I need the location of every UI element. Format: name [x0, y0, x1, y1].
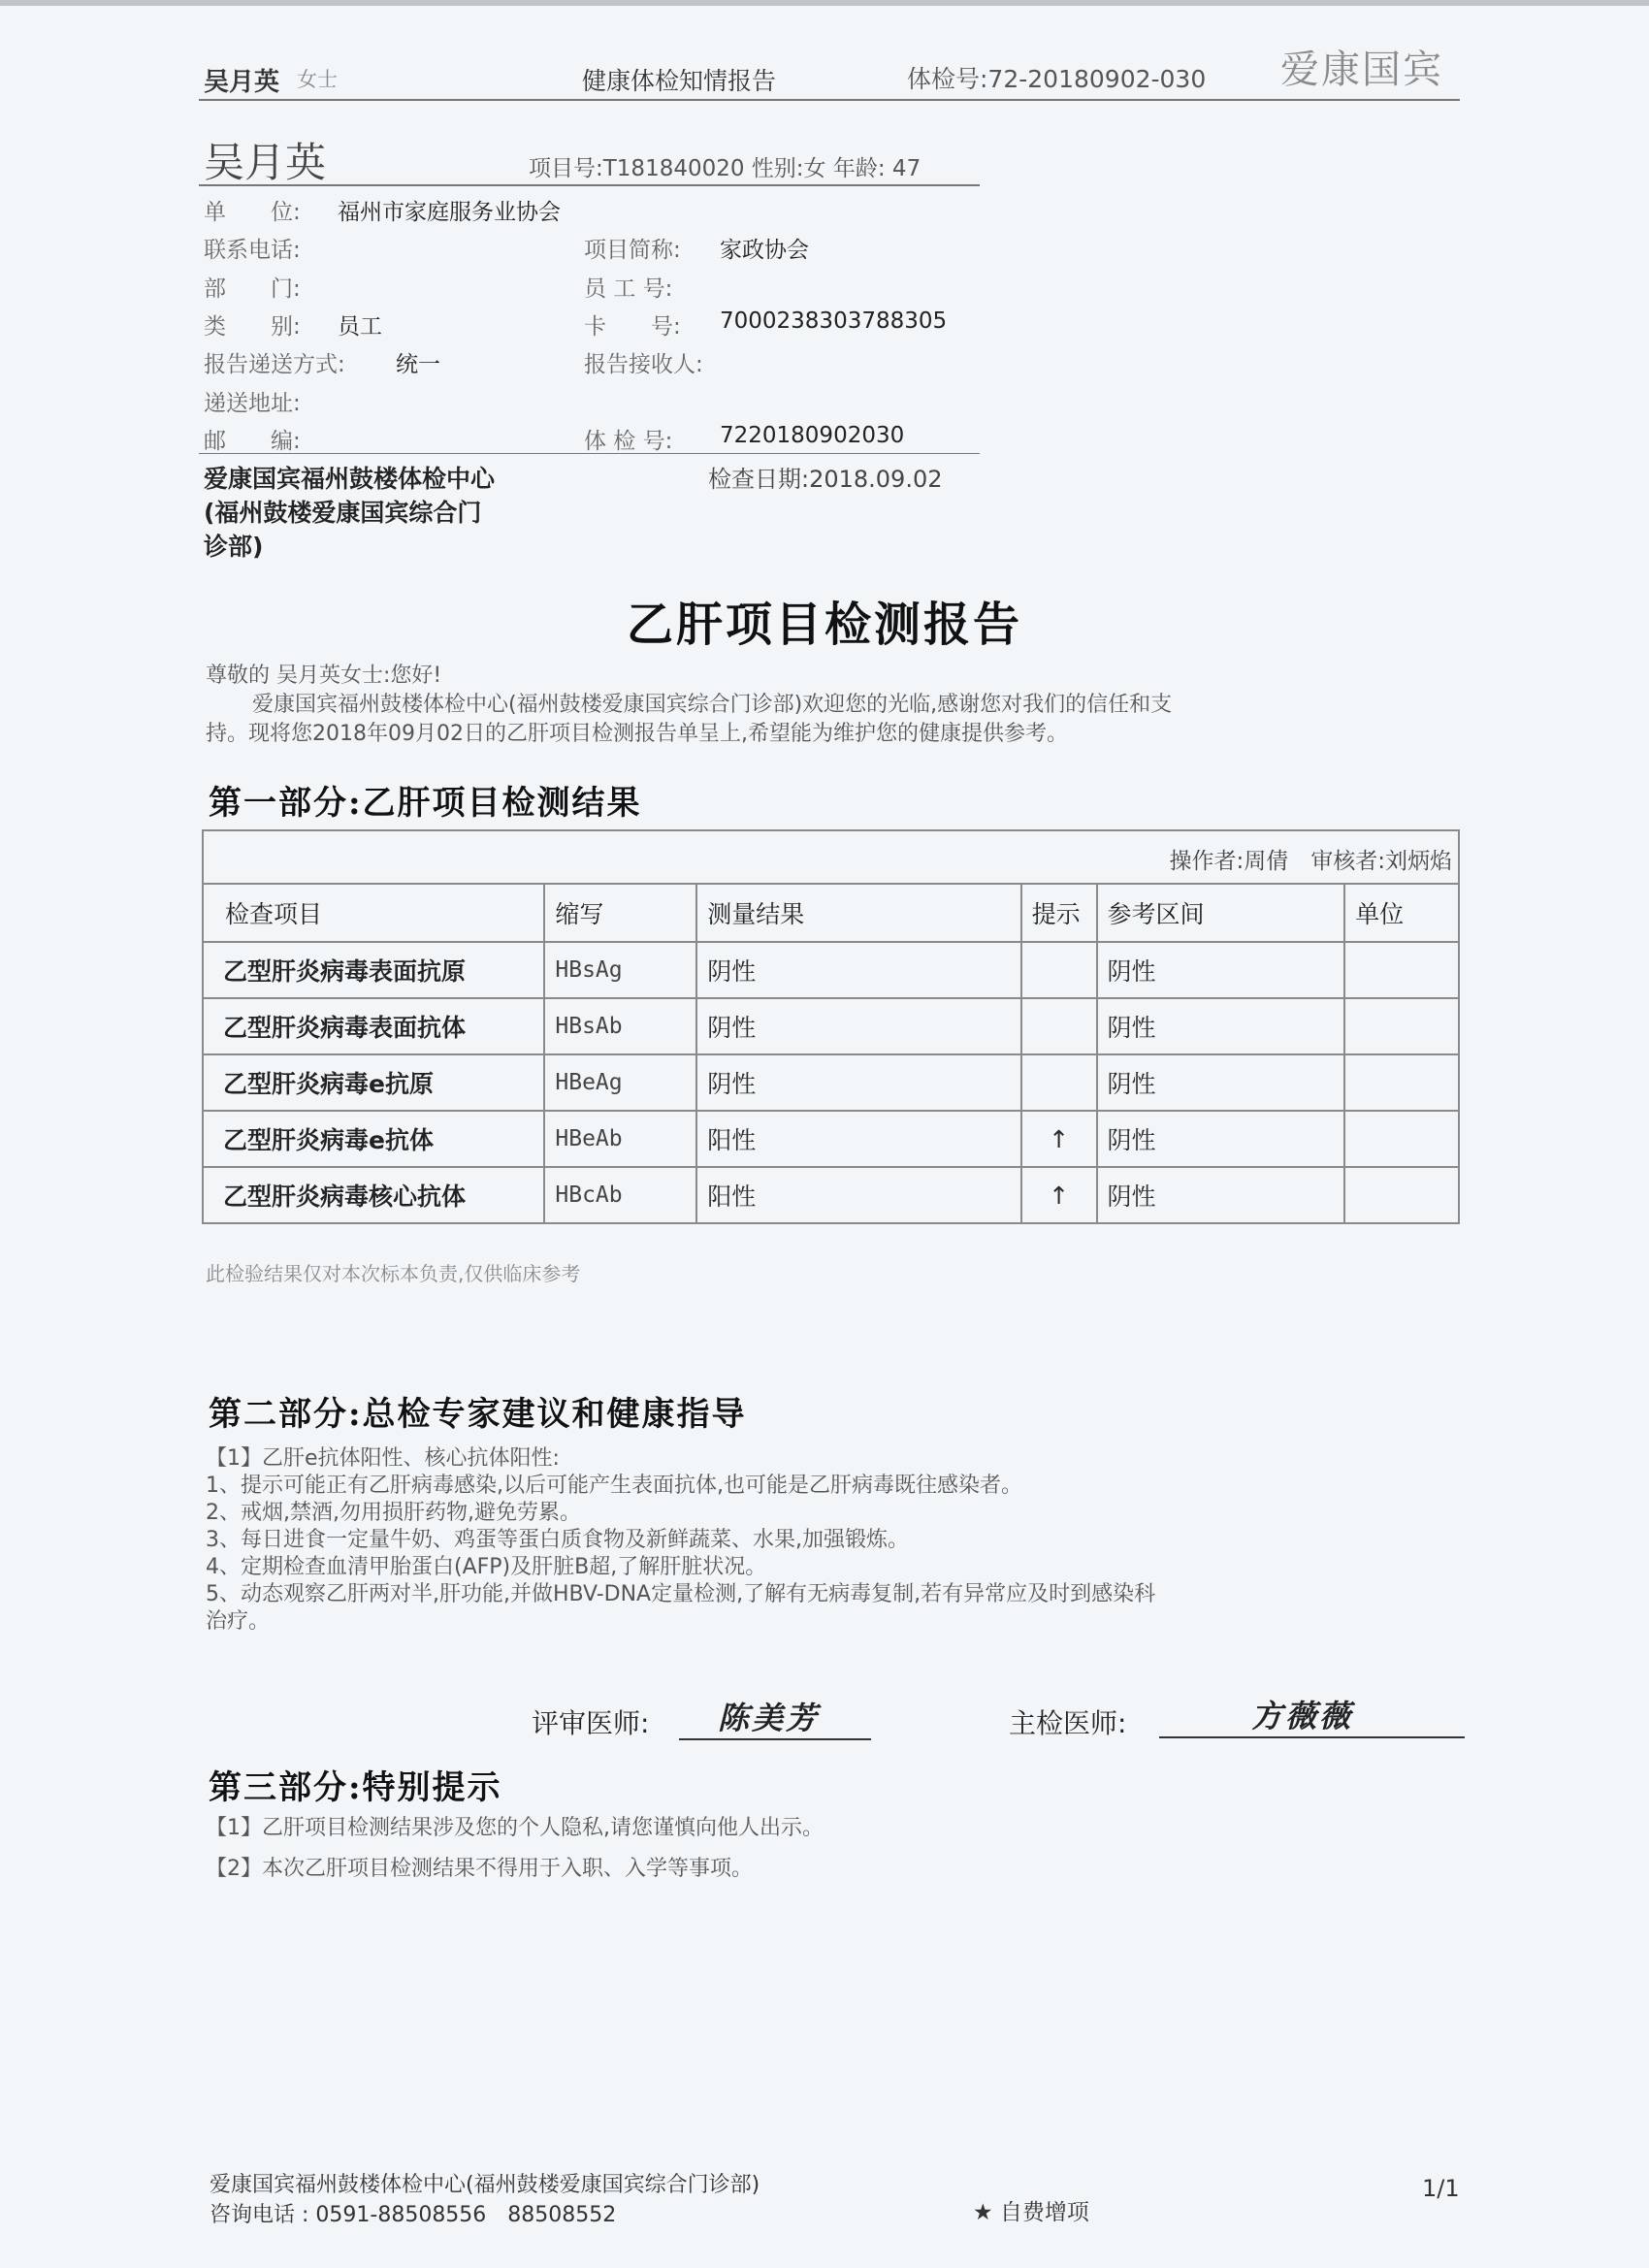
row-ref: 阴性 — [1097, 942, 1345, 998]
row-ref: 阴性 — [1097, 1054, 1345, 1111]
section3-title: 第三部分:特别提示 — [209, 1768, 502, 1807]
category-value: 员工 — [338, 314, 382, 340]
col-abbr: 缩写 — [544, 884, 696, 942]
chief-label: 主检医师: — [1009, 1707, 1127, 1739]
row-ref: 阴性 — [1097, 1111, 1345, 1167]
header-name: 吴月英 — [204, 68, 280, 97]
row-name: 乙型肝炎病毒表面抗原 — [203, 942, 544, 998]
col-unit: 单位 — [1344, 884, 1459, 942]
exam-no-label: 体 检 号: — [584, 429, 673, 454]
advice-line: 治疗。 — [206, 1609, 271, 1634]
center-line2: (福州鼓楼爱康国宾综合门 — [204, 499, 482, 527]
table-header-row — [203, 884, 1459, 942]
row-ref: 阴性 — [1097, 998, 1345, 1054]
footer-phone: 咨询电话 : 0591-88508556 88508552 — [210, 2203, 617, 2227]
header-salutation: 女士 — [297, 68, 338, 91]
patient-divider — [199, 184, 980, 186]
header-divider — [199, 99, 1460, 101]
row-result: 阴性 — [696, 1054, 1020, 1111]
zip-label: 邮 编: — [204, 429, 301, 454]
center-line3: 诊部) — [204, 533, 264, 561]
row-abbr: HBcAb — [544, 1167, 696, 1223]
row-result: 阳性 — [696, 1167, 1020, 1223]
header-report-title: 健康体检知情报告 — [582, 67, 777, 95]
scan-edge — [0, 0, 1649, 6]
project-short-value: 家政协会 — [720, 238, 809, 263]
card-label: 卡 号: — [584, 314, 681, 340]
project-line: 项目号:T181840020 性别:女 年龄: 47 — [529, 156, 922, 181]
address-label: 递送地址: — [204, 391, 301, 416]
brand-logo: 爱康国宾 — [1280, 48, 1443, 92]
phone-label: 联系电话: — [204, 238, 301, 263]
delivery-label: 报告递送方式: — [204, 352, 345, 377]
report-title: 乙肝项目检测报告 — [626, 598, 1022, 652]
table-row — [203, 998, 1459, 1054]
card-value: 7000238303788305 — [720, 308, 948, 334]
table-row — [203, 1167, 1459, 1223]
category-label: 类 别: — [204, 314, 301, 340]
row-ref: 阴性 — [1097, 1167, 1345, 1223]
row-result: 阴性 — [696, 942, 1020, 998]
row-name: 乙型肝炎病毒e抗体 — [203, 1111, 544, 1167]
row-result: 阴性 — [696, 998, 1020, 1054]
advice-line: 【1】乙肝e抗体阳性、核心抗体阳性: — [206, 1446, 560, 1471]
row-abbr: HBsAg — [544, 942, 696, 998]
greeting-line3: 持。现将您2018年09月02日的乙肝项目检测报告单呈上,希望能为维护您的健康提供参考。 — [206, 722, 1068, 746]
unit-value: 福州市家庭服务业协会 — [338, 200, 561, 225]
advice-line: 5、动态观察乙肝两对半,肝功能,并做HBV-DNA定量检测,了解有无病毒复制,若有异常应及时到感染科 — [206, 1582, 1156, 1606]
row-hint-up-arrow-icon: ↑ — [1021, 1111, 1097, 1167]
patient-name-large: 吴月英 — [204, 139, 327, 186]
unit-label: 单 位: — [204, 200, 301, 225]
row-unit — [1344, 998, 1459, 1054]
row-name: 乙型肝炎病毒e抗原 — [203, 1054, 544, 1111]
results-table — [202, 883, 1460, 1224]
reviewer-signature-line — [679, 1738, 871, 1740]
row-abbr: HBeAb — [544, 1111, 696, 1167]
chief-signature: 方薇薇 — [1251, 1698, 1354, 1734]
delivery-value: 统一 — [396, 352, 440, 377]
row-unit — [1344, 1054, 1459, 1111]
row-abbr: HBeAg — [544, 1054, 696, 1111]
reviewer-signature: 陈美芳 — [718, 1700, 821, 1736]
footer-page-number: 1/1 — [1422, 2175, 1460, 2202]
col-item: 检查项目 — [203, 884, 544, 942]
row-hint — [1021, 1054, 1097, 1111]
row-name: 乙型肝炎病毒表面抗体 — [203, 998, 544, 1054]
row-hint-up-arrow-icon: ↑ — [1021, 1167, 1097, 1223]
notice-line: 【2】本次乙肝项目检测结果不得用于入职、入学等事项。 — [206, 1857, 753, 1881]
row-unit — [1344, 942, 1459, 998]
advice-line: 4、定期检查血清甲胎蛋白(AFP)及肝脏B超,了解肝脏状况。 — [206, 1555, 767, 1579]
operators-text: 操作者:周倩 审核者:刘炳焰 — [1169, 849, 1452, 874]
table-row — [203, 1054, 1459, 1111]
notice-line: 【1】乙肝项目检测结果涉及您的个人隐私,请您谨慎向他人出示。 — [206, 1816, 824, 1840]
receiver-label: 报告接收人: — [584, 352, 703, 377]
operators-box — [202, 829, 1460, 885]
advice-line: 2、戒烟,禁酒,勿用损肝药物,避免劳累。 — [206, 1501, 581, 1525]
col-result: 测量结果 — [696, 884, 1020, 942]
advice-line: 1、提示可能正有乙肝病毒感染,以后可能产生表面抗体,也可能是乙肝病毒既往感染者。 — [206, 1474, 1022, 1498]
greeting-line1: 尊敬的 吴月英女士:您好! — [206, 664, 442, 688]
chief-signature-line — [1159, 1736, 1465, 1738]
center-line1: 爱康国宾福州鼓楼体检中心 — [204, 465, 496, 493]
col-ref: 参考区间 — [1097, 884, 1345, 942]
exam-no-value: 7220180902030 — [720, 423, 905, 448]
header-exam-no: 体检号:72-20180902-030 — [907, 65, 1207, 93]
advice-line: 3、每日进食一定量牛奶、鸡蛋等蛋白质食物及新鲜蔬菜、水果,加强锻炼。 — [206, 1528, 909, 1552]
exam-date: 检查日期:2018.09.02 — [708, 466, 943, 493]
footer-self-pay: ★ 自费增项 — [973, 2200, 1089, 2225]
col-hint: 提示 — [1021, 884, 1097, 942]
table-row — [203, 942, 1459, 998]
project-short-label: 项目简称: — [584, 238, 681, 263]
greeting-line2: 爱康国宾福州鼓楼体检中心(福州鼓楼爱康国宾综合门诊部)欢迎您的光临,感谢您对我们的信任和支 — [252, 693, 1173, 717]
footer-center: 爱康国宾福州鼓楼体检中心(福州鼓楼爱康国宾综合门诊部) — [210, 2173, 760, 2197]
employee-no-label: 员 工 号: — [584, 276, 673, 302]
dept-label: 部 门: — [204, 276, 301, 302]
row-name: 乙型肝炎病毒核心抗体 — [203, 1167, 544, 1223]
row-hint — [1021, 942, 1097, 998]
row-unit — [1344, 1111, 1459, 1167]
result-note: 此检验结果仅对本次标本负责,仅供临床参考 — [206, 1262, 581, 1285]
section2-title: 第二部分:总检专家建议和健康指导 — [209, 1395, 747, 1434]
row-abbr: HBsAb — [544, 998, 696, 1054]
row-unit — [1344, 1167, 1459, 1223]
patient-block-bottom — [199, 453, 980, 454]
reviewer-label: 评审医师: — [532, 1707, 650, 1739]
table-row — [203, 1111, 1459, 1167]
row-hint — [1021, 998, 1097, 1054]
section1-title: 第一部分:乙肝项目检测结果 — [209, 784, 642, 823]
row-result: 阳性 — [696, 1111, 1020, 1167]
